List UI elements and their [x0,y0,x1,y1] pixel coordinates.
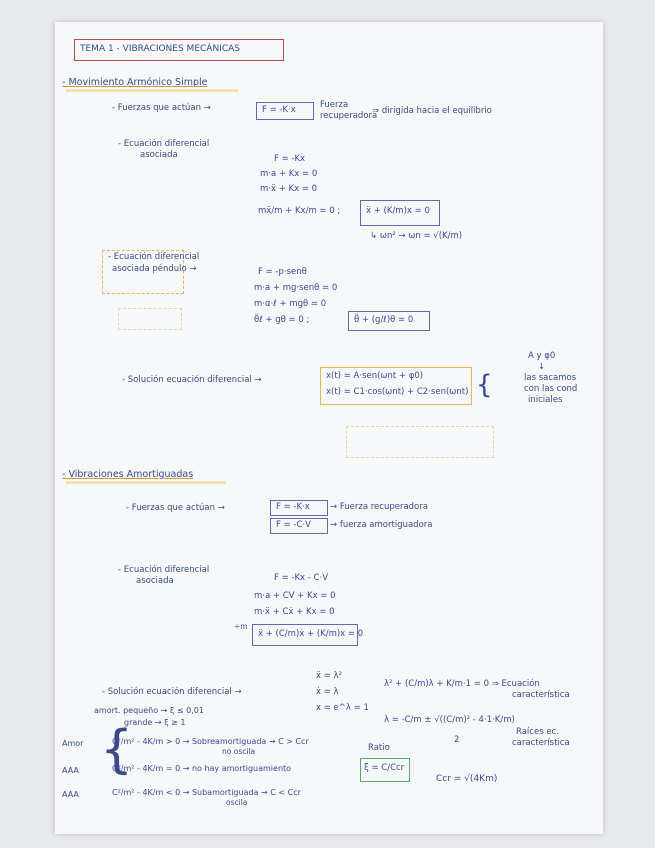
ratio-eq: ξ = C/Ccr [364,763,405,773]
forces-note: recuperadora [320,111,378,121]
substitution: ẍ = λ² [316,671,342,681]
solution-eq: x(t) = C1·cos(ωnt) + C2·sen(ωnt) [326,387,469,397]
equation: F = -p·senθ [258,267,307,277]
equation-boxed: ẍ + (C/m)ẋ + (K/m)x = 0 [258,629,364,639]
critical-damping: Ccr = √(4Km) [436,774,498,784]
substitution: ẋ = λ [316,687,339,697]
diff-eq-label: - Ecuación diferencial [118,565,210,575]
equation: m·ẍ + Kx = 0 [260,184,318,194]
section-heading-va: - Vibraciones Amortiguadas [62,469,194,480]
solution-label: - Solución ecuación diferencial → [102,687,242,697]
case-tag: AAA [62,790,79,799]
force-eq: F = -K·x [276,502,310,512]
roots-equation: λ = -C/m ± √((C/m)² - 4·1·K/m) [384,715,515,725]
diff-eq-label: asociada [140,150,178,160]
equation: m·a + CV + Kx = 0 [254,591,336,601]
divide-note: ÷m [234,622,248,631]
page-title: TEMA 1 - VIBRACIONES MECÁNICAS [80,44,240,54]
solution-note: A y φ0 [528,351,556,361]
brace: { [100,720,134,780]
damping-case: C²/m² - 4K/m = 0 → no hay amortiguamiento [112,764,292,773]
equation: m·a + mg·senθ = 0 [254,283,338,293]
force-eq: F = -C·V [276,520,311,530]
case-tag: AAA [62,766,79,775]
char-equation: λ² + (C/m)λ + K/m·1 = 0 ⇒ Ecuación [384,679,540,689]
solution-eq: x(t) = A·sen(ωnt + φ0) [326,371,424,381]
solution-note: con las cond [524,384,578,394]
damping-case: grande → ξ ≥ 1 [124,718,186,727]
force-note: → fuerza amortiguadora [330,520,433,530]
diff-eq-label: asociada [136,576,174,586]
heading-highlight [66,89,238,92]
equation: m·ẍ + Cẋ + Kx = 0 [254,607,335,617]
substitution: x = e^λ = 1 [316,703,369,713]
equation: F = -Kx - C·V [274,573,329,583]
damping-case-note: no oscila [222,747,256,756]
equation: mẍ/m + Kx/m = 0 ; [258,206,341,216]
damping-case: C²/m² - 4K/m < 0 → Subamortiguada → C < Ccr [112,788,301,797]
force-note: → Fuerza recuperadora [330,502,428,512]
equation: F = -Kx [274,154,306,164]
equation-boxed: θ̈ + (g/ℓ)θ = 0 [354,315,414,325]
equation-boxed: ẍ + (K/m)x = 0 [366,206,430,216]
heading-highlight [66,481,226,484]
ratio-label: Ratio [368,743,390,753]
faint-mark [346,426,494,458]
roots-note: Raíces ec. [516,727,559,737]
solution-label: - Solución ecuación diferencial → [122,375,262,385]
section-heading-mas: - Movimiento Armónico Simple [62,77,208,88]
equation: m·α·ℓ + mgθ = 0 [254,299,327,309]
faint-mark [118,308,182,330]
roots-denominator: 2 [454,735,460,745]
brace: { [476,370,493,400]
solution-note: ↓ [538,362,546,372]
damping-case: C²/m² - 4K/m > 0 → Sobreamortiguada → C > Ccr [112,737,309,746]
omega-relation: ↳ ωn² → ωn = √(K/m) [370,231,463,241]
pendulum-label: asociada péndulo → [112,264,197,274]
forces-note: Fuerza [320,100,349,110]
forces-eq: F = -K·x [262,105,296,115]
equation: m·a + Kx = 0 [260,169,318,179]
solution-note: las sacamos [524,373,577,383]
damping-case: amort. pequeño → ξ ≤ 0,01 [94,706,204,715]
forces-label: - Fuerzas que actúan → [112,103,211,113]
diff-eq-label: - Ecuación diferencial [118,139,210,149]
equation: θ̈ℓ + gθ = 0 ; [254,315,310,325]
char-equation-note: característica [512,690,570,700]
damping-case-note: oscila [226,798,248,807]
forces-label: - Fuerzas que actúan → [126,503,225,513]
case-tag: Amor [62,739,84,748]
forces-arrow-note: ⇒ dirigida hacia el equilibrio [372,106,492,116]
roots-note: característica [512,738,570,748]
pendulum-label: - Ecuación diferencial [108,252,200,262]
solution-note: iniciales [528,395,563,405]
